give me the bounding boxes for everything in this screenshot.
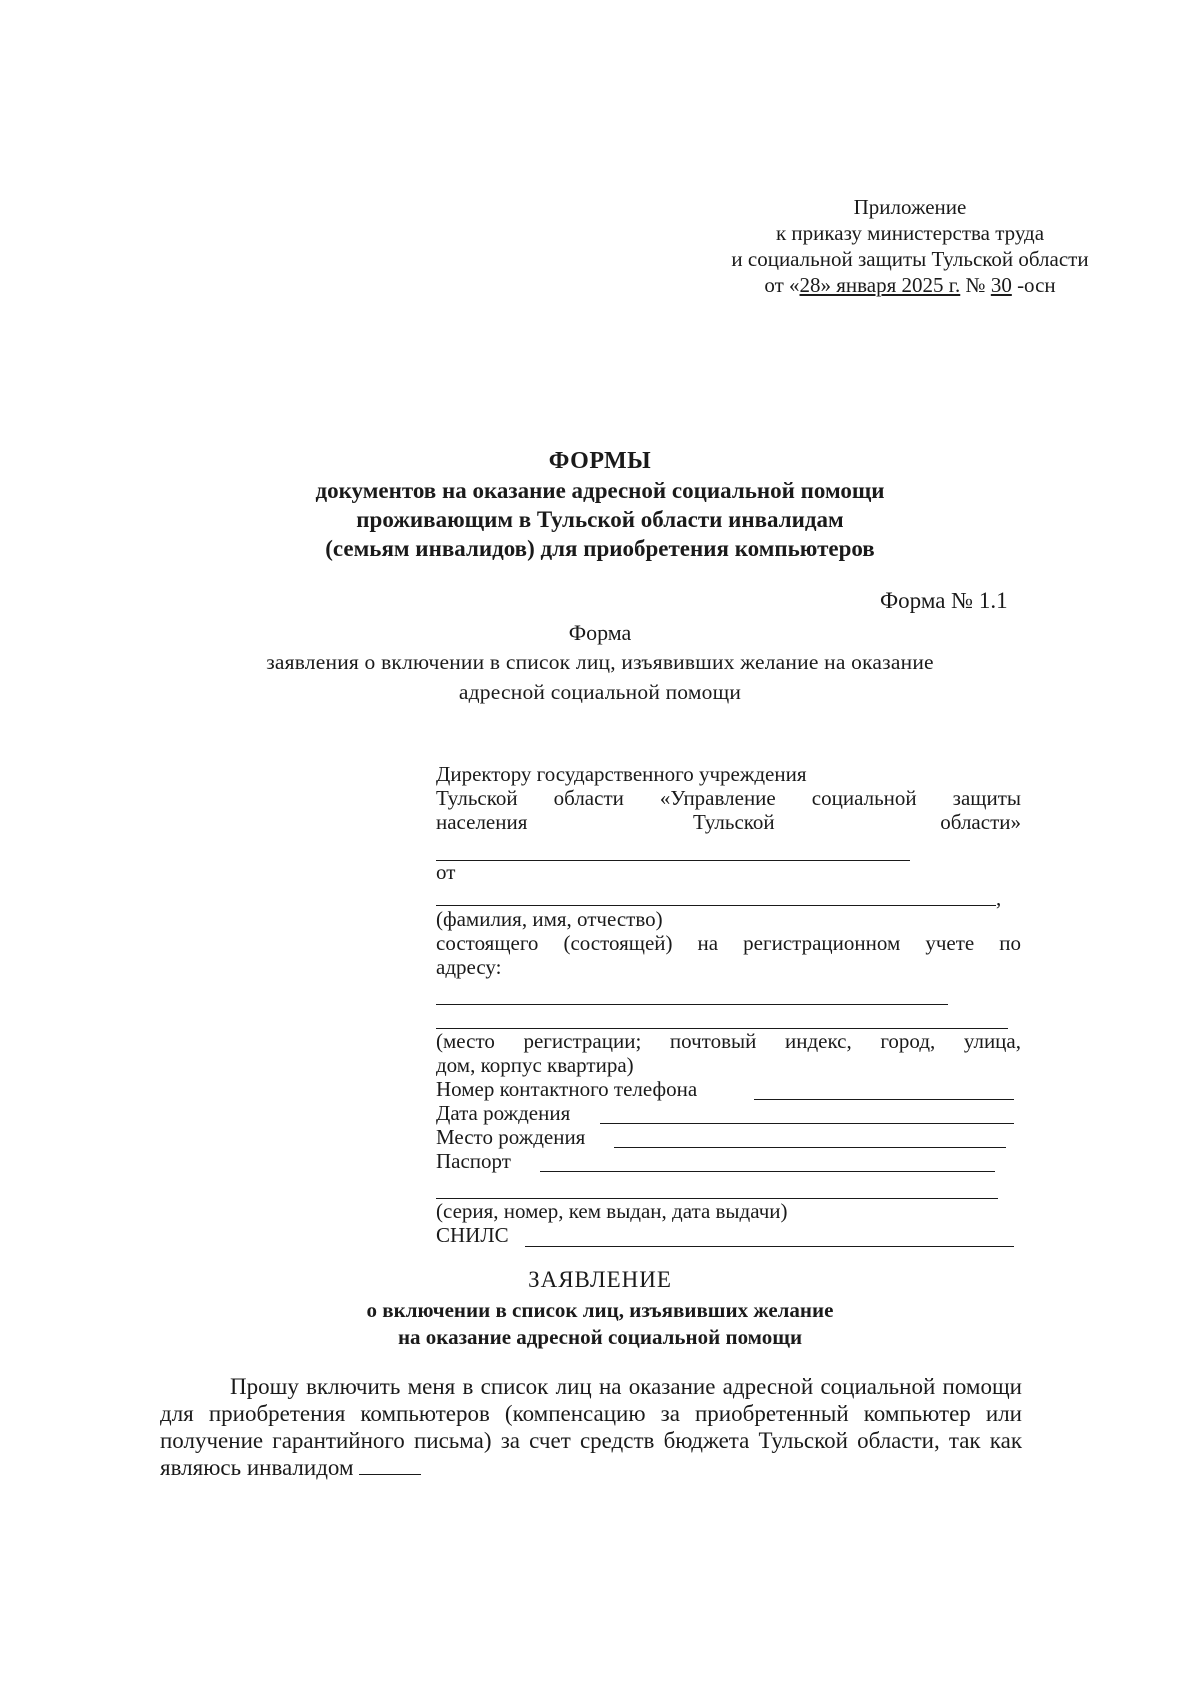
form-subtitle-line: заявления о включении в список лиц, изъявивших желание на оказание [266,650,934,674]
subtitle-line: проживающим в Тульской области инвалидам [356,507,844,532]
snils-label: СНИЛС [436,1223,509,1247]
appendix-block [700,194,1120,298]
document-title: ФОРМЫ [548,448,652,474]
registration-line: адресу: [436,955,502,979]
order-number: 30 [990,273,1012,297]
registration-line: состоящего (состоящей) на регистрационном учете по [436,931,1021,955]
statement-subtitle-line: о включении в список лиц, изъявивших желание [366,1298,834,1322]
address-hint-line: (место регистрации; почтовый индекс, город, улица, [436,1029,1021,1053]
addressee-word: Тульской [693,810,775,834]
registration-text [436,931,1021,979]
order-suffix: -осн [1011,273,1056,297]
disability-group-fill-line[interactable] [359,1456,421,1475]
order-number-label: № [960,273,991,297]
form-caption: Форма [568,620,632,645]
statement-subtitle-line: на оказание адресной социальной помощи [397,1325,803,1349]
birth-place-fill-line[interactable] [614,1147,1006,1148]
addressee-word: области» [940,810,1021,834]
addressee-line: Тульской области «Управление социальной защиты [436,786,1021,810]
from-label: от [436,860,456,884]
birth-date-label: Дата рождения [436,1101,571,1125]
birth-date-fill-line[interactable] [600,1123,1014,1124]
appendix-title: Приложение [853,195,967,219]
form-subtitle [190,647,1010,707]
subtitle-line: документов на оказание адресной социальной помощи [315,478,885,503]
addressee-fill-line[interactable] [436,860,910,861]
date-month-year: » января 2025 г. [820,273,961,297]
statement-body-text: Прошу включить меня в список лиц на оказание адресной социальной помощи для приобретения компьютеров (компенсацию за приобретенный компьютер или получение гарантийного письма) за счет средств бюджета Тульской области, так как являюсь инвалидом [160,1374,1022,1480]
passport-label: Паспорт [436,1149,511,1173]
birth-place-label: Место рождения [436,1125,586,1149]
phone-label: Номер контактного телефона [436,1077,698,1101]
statement-title: ЗАЯВЛЕНИЕ [528,1267,672,1292]
fio-hint: (фамилия, имя, отчество) [436,907,663,931]
form-subtitle-line: адресной социальной помощи [458,680,742,704]
address-hint [436,1029,1021,1077]
form-number: Форма № 1.1 [880,588,1008,613]
address-fill-line-1[interactable] [436,1004,948,1005]
addressee-line: Директору государственного учреждения [436,762,807,786]
passport-hint: (серия, номер, кем выдан, дата выдачи) [436,1199,788,1223]
addressee-line [436,810,1021,834]
appendix-line: к приказу министерства труда [775,221,1045,245]
subtitle-line: (семьям инвалидов) для приобретения компьютеров [325,536,875,561]
fio-fill-line[interactable] [436,905,996,906]
addressee-word: населения [436,810,528,834]
statement-subtitle [250,1297,950,1351]
document-subtitle [200,476,1000,563]
comma: , [996,886,1002,910]
appendix-date [700,272,1120,298]
phone-fill-line[interactable] [754,1099,1014,1100]
address-hint-line: дом, корпус квартира) [436,1053,634,1077]
passport-fill-line-1[interactable] [540,1171,995,1172]
appendix-line: и социальной защиты Тульской области [731,247,1089,271]
addressee-block [436,762,1021,834]
date-day: 28 [799,273,821,297]
snils-fill-line[interactable] [525,1246,1014,1247]
statement-body [160,1373,1022,1481]
date-prefix: от « [764,273,800,297]
